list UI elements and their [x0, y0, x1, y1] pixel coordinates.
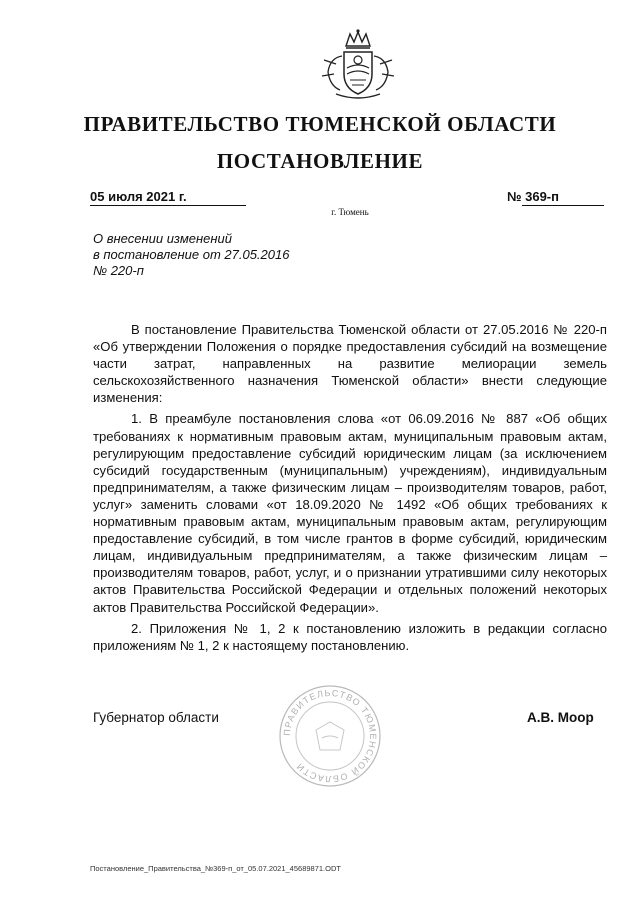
stamp-text: ПРАВИТЕЛЬСТВО ТЮМЕНСКОЙ ОБЛАСТИ — [281, 687, 379, 785]
document-date: 05 июля 2021 г. — [90, 189, 246, 206]
document-type: ПОСТАНОВЛЕНИЕ — [216, 149, 424, 173]
document-body — [93, 321, 607, 658]
signatory-title: Губернатор области — [93, 710, 219, 725]
subject-line: О внесении изменений — [93, 231, 232, 246]
city-label: г. Тюмень — [331, 207, 369, 217]
footer-filename: Постановление_Правительства_№369-п_от_05.07.2021_45689871.ODT — [90, 864, 341, 873]
subject-line: № 220-п — [93, 263, 144, 278]
document-number: № 369-п — [507, 189, 559, 204]
number-underline — [522, 205, 604, 206]
body-paragraph: В постановление Правительства Тюменской области от 27.05.2016 № 220-п «Об утверждении Положения о порядке предоставления субсидий на возмещение части затрат, направленных на развитие мелиорации земель сельскохозяйственного назначения Тюменской области» внести следующие изменения: — [93, 322, 607, 406]
body-paragraph: 1. В преамбуле постановления слова «от 06.09.2016 № 887 «Об общих требованиях к нормативным правовым актам, муниципальным правовым актам, регулирующим предоставление субсидий юридическим лицам (за исключением субсидий государственным (муниципальным) учреждениям), индивидуальным предпринимателям, а также физическим лицам – производителям товаров, работ, услуг» заменить словами «от 18.09.2020 № 1492 «Об общих требованиях к нормативным правовым актам, муниципальным правовым актам, регулирующим предоставление субсидий, в том числе грантов в форме субсидий, юридическим лицам, индивидуальным предпринимателям, а также физическим лицам – производителям товаров, работ, услуг, и о признании утратившими силу некоторых актов Правительства Российской Федерации и отдельных положений некоторых актов Правительства Российской Федерации». — [93, 411, 607, 615]
organization-title: ПРАВИТЕЛЬСТВО ТЮМЕНСКОЙ ОБЛАСТИ — [83, 112, 557, 136]
signatory-name: А.В. Моор — [527, 710, 594, 725]
subject-line: в постановление от 27.05.2016 — [93, 247, 290, 262]
document-subject — [93, 231, 289, 279]
seal-stamp-icon — [276, 682, 384, 790]
coat-of-arms-icon — [316, 28, 400, 102]
body-paragraph: 2. Приложения № 1, 2 к постановлению изложить в редакции согласно приложениям № 1, 2 к настоящему постановлению. — [93, 620, 607, 653]
